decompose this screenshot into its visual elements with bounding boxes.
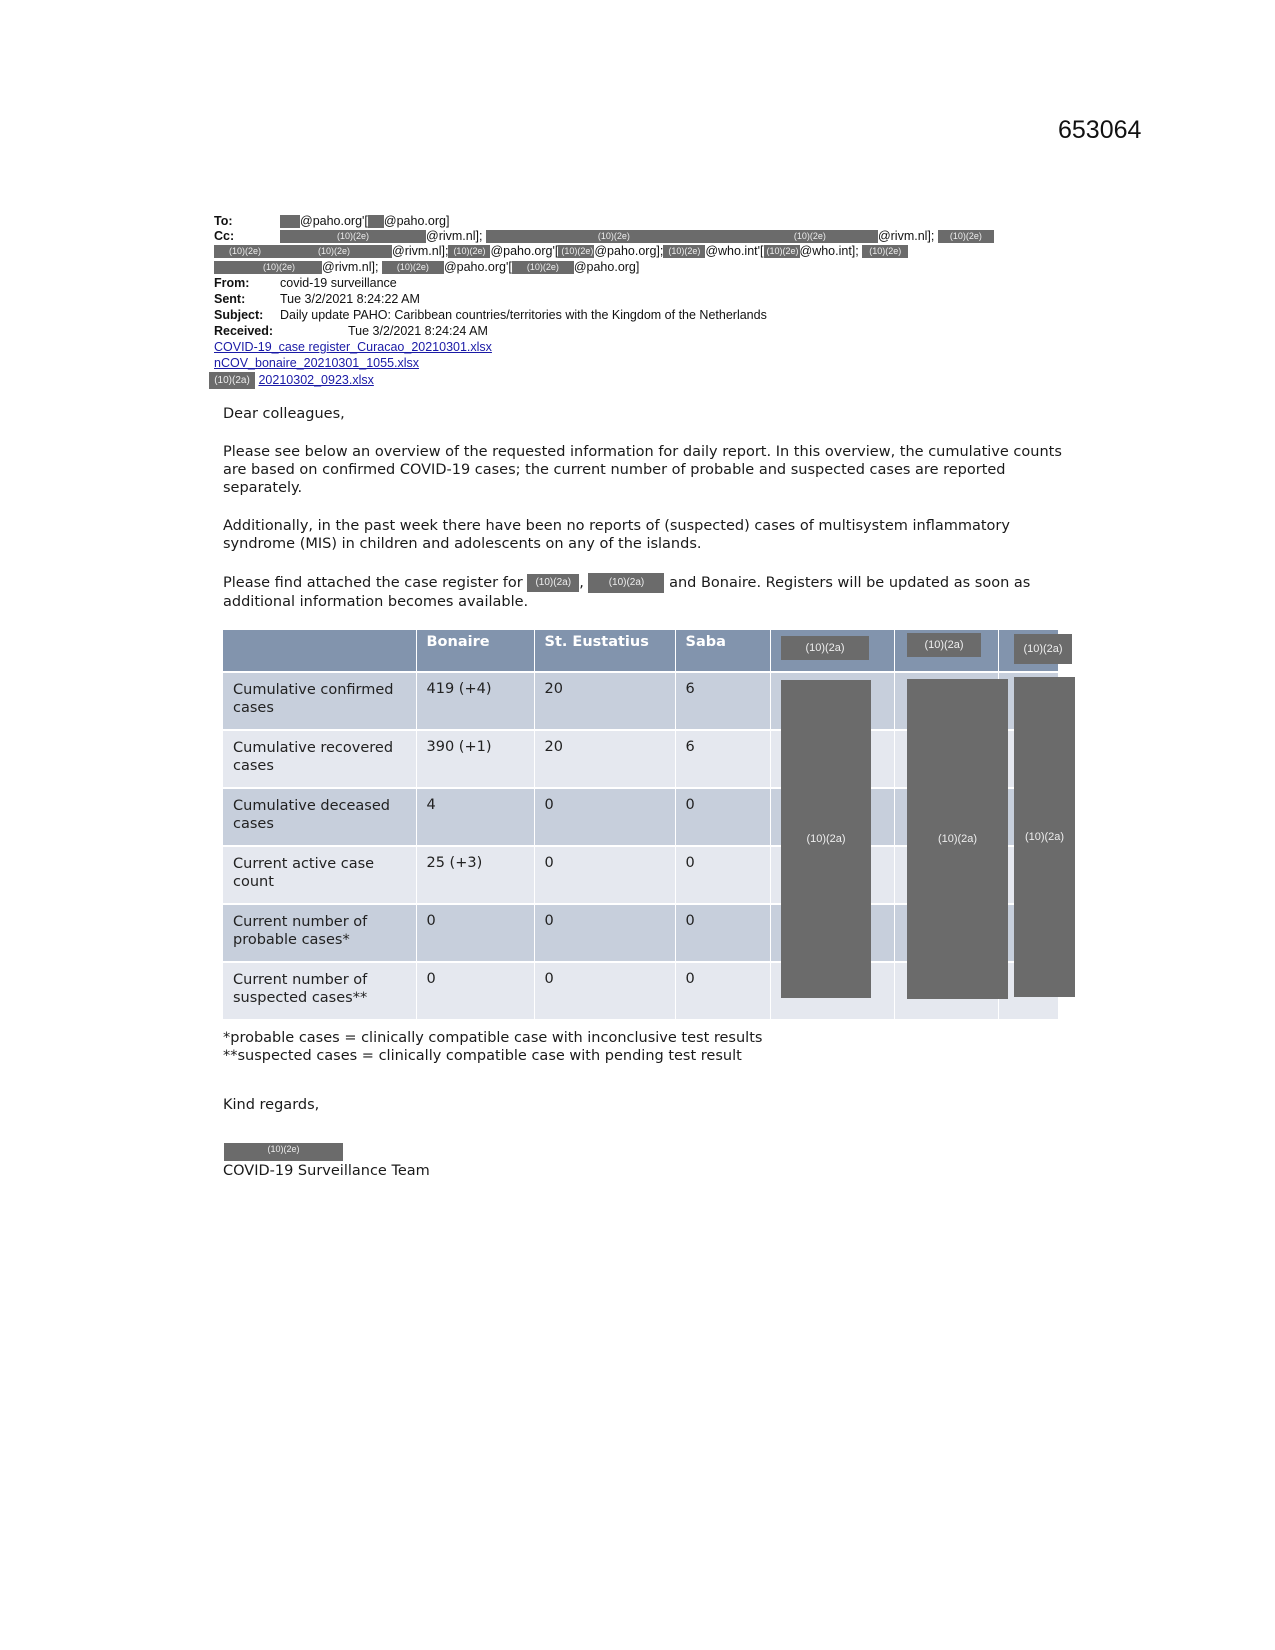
team-name (223, 1162, 1083, 1180)
column-header: Bonaire (416, 630, 534, 672)
redaction: (10)(2e) (236, 261, 322, 274)
paragraph-text: and Bonaire. Registers will be updated as soon as additional information becomes available. (223, 575, 1031, 610)
row-label: Current active case count (223, 846, 416, 904)
to-line (214, 214, 449, 229)
column-header: St. Eustatius (534, 630, 675, 672)
redaction: (10)(2a) (907, 633, 981, 657)
team-label: COVID-19 Surveillance Team (223, 1163, 430, 1179)
redaction: (10)(2a) (781, 680, 871, 998)
cc-address: @rivm.nl]; (426, 229, 483, 243)
redaction (280, 215, 300, 228)
cc-address: @rivm.nl]; (877, 229, 935, 243)
cc-address: @paho.org'[ (443, 260, 512, 274)
table-cell: 0 (534, 788, 675, 846)
received-line (214, 324, 488, 339)
redaction: (10)(2e) (214, 245, 276, 258)
redaction: (10)(2e) (742, 230, 878, 243)
paragraph-attachments: Please find attached the case register for (10)(2a) , (10)(2a) and Bonaire. Registers will be updated as soon as additional information becomes available. (223, 575, 1031, 610)
from-label: From: (214, 276, 250, 290)
cc-address: @paho.org'[ (490, 244, 559, 258)
redaction: (10)(2a) (527, 574, 579, 592)
cc-line-3 (214, 260, 639, 275)
redaction (368, 215, 384, 228)
table-cell: 20 (534, 672, 675, 730)
row-label: Cumulative deceased cases (223, 788, 416, 846)
table-cell: 0 (534, 962, 675, 1020)
cc-line-2 (214, 244, 908, 259)
cc-line-1 (214, 229, 994, 244)
attachment-link[interactable]: nCOV_bonaire_20210301_1055.xlsx (214, 356, 420, 370)
attachment-link[interactable]: COVID-19_case register_Curacao_20210301.xlsx (214, 340, 492, 354)
footnote: *probable cases = clinically compatible case with inconclusive test results (223, 1030, 763, 1046)
cc-address: @rivm.nl]; (322, 260, 379, 274)
table-cell: 4 (416, 788, 534, 846)
subject-label: Subject: (214, 308, 264, 322)
row-label: Cumulative recovered cases (223, 730, 416, 788)
row-label: Current number of probable cases* (223, 904, 416, 962)
redaction: (10)(2a) (1014, 677, 1075, 997)
table-cell: 6 (675, 672, 770, 730)
signoff (223, 1096, 1083, 1114)
footnotes (223, 1029, 1083, 1065)
footnote: **suspected cases = clinically compatible case with pending test result (223, 1048, 742, 1064)
redaction: (10)(2e) (448, 245, 490, 258)
regards: Kind regards, (223, 1097, 320, 1113)
table-cell: 0 (675, 788, 770, 846)
redaction: (10)(2e) (558, 245, 594, 258)
cc-label: Cc: (214, 229, 235, 243)
subject-line (214, 308, 767, 323)
paragraph-mis: Additionally, in the past week there have been no reports of (suspected) cases of multisystem inflammatory syndrome (MIS) in children and adolescents on any of the islands. (223, 518, 1010, 552)
redaction: (10)(2e) (486, 230, 742, 243)
row-label: Current number of suspected cases** (223, 962, 416, 1020)
cc-address: @who.int]; (799, 244, 859, 258)
attachment-link[interactable]: 20210302_0923.xlsx (258, 372, 374, 387)
redaction: (10)(2e) (512, 261, 574, 274)
to-address: @paho.org'[ (300, 214, 368, 228)
attachment-3[interactable] (209, 372, 374, 389)
redaction: (10)(2a) (781, 636, 869, 660)
table-cell: 0 (534, 904, 675, 962)
redaction: (10)(2e) (276, 245, 392, 258)
cc-address: @who.int'[ (705, 244, 764, 258)
redaction: (10)(2a) (209, 372, 255, 389)
subject-value: Daily update PAHO: Caribbean countries/territories with the Kingdom of the Netherlands (280, 308, 767, 322)
column-header (223, 630, 416, 672)
from-value: covid-19 surveillance (280, 276, 397, 290)
redaction: (10)(2e) (862, 245, 908, 258)
table-cell: 0 (675, 962, 770, 1020)
table-cell: 6 (675, 730, 770, 788)
redaction: (10)(2e) (224, 1143, 343, 1161)
cc-address: @paho.org]; (594, 244, 664, 258)
to-label: To: (214, 214, 233, 228)
table-cell: 0 (416, 962, 534, 1020)
redaction: (10)(2e) (938, 230, 994, 243)
sent-value: Tue 3/2/2021 8:24:22 AM (280, 292, 420, 306)
table-cell: 0 (416, 904, 534, 962)
cc-address: @paho.org] (573, 260, 640, 274)
redaction: (10)(2e) (764, 245, 800, 258)
redaction: (10)(2e) (382, 261, 444, 274)
email-body (223, 405, 1083, 611)
sent-line (214, 292, 420, 307)
table-cell: 25 (+3) (416, 846, 534, 904)
redaction: (10)(2a) (588, 573, 664, 593)
redaction: (10)(2a) (907, 679, 1008, 999)
greeting: Dear colleagues, (223, 406, 345, 422)
table-cell: 390 (+1) (416, 730, 534, 788)
to-address: @paho.org] (383, 214, 450, 228)
redaction: (10)(2e) (663, 245, 705, 258)
redaction (214, 261, 236, 274)
paragraph-text: Please find attached the case register for (223, 575, 523, 591)
sent-label: Sent: (214, 292, 246, 306)
document-number: 653064 (1058, 116, 1142, 144)
from-line (214, 276, 397, 291)
redaction: (10)(2a) (1014, 634, 1072, 664)
table-cell: 20 (534, 730, 675, 788)
cc-address: @rivm.nl]; (392, 244, 449, 258)
received-value: Tue 3/2/2021 8:24:24 AM (348, 324, 488, 338)
row-label: Cumulative confirmed cases (223, 672, 416, 730)
table-cell: 0 (675, 846, 770, 904)
attachment-1[interactable] (214, 340, 492, 355)
column-header: Saba (675, 630, 770, 672)
received-label: Received: (214, 324, 274, 338)
redaction: (10)(2e) (280, 230, 426, 243)
table-cell: 419 (+4) (416, 672, 534, 730)
attachment-2[interactable] (214, 356, 419, 371)
paragraph-overview: Please see below an overview of the requested information for daily report. In this overview, the cumulative counts are based on confirmed COVID-19 cases; the current number of probable and suspected cases are reported separately. (223, 444, 1062, 496)
table-cell: 0 (534, 846, 675, 904)
table-cell: 0 (675, 904, 770, 962)
